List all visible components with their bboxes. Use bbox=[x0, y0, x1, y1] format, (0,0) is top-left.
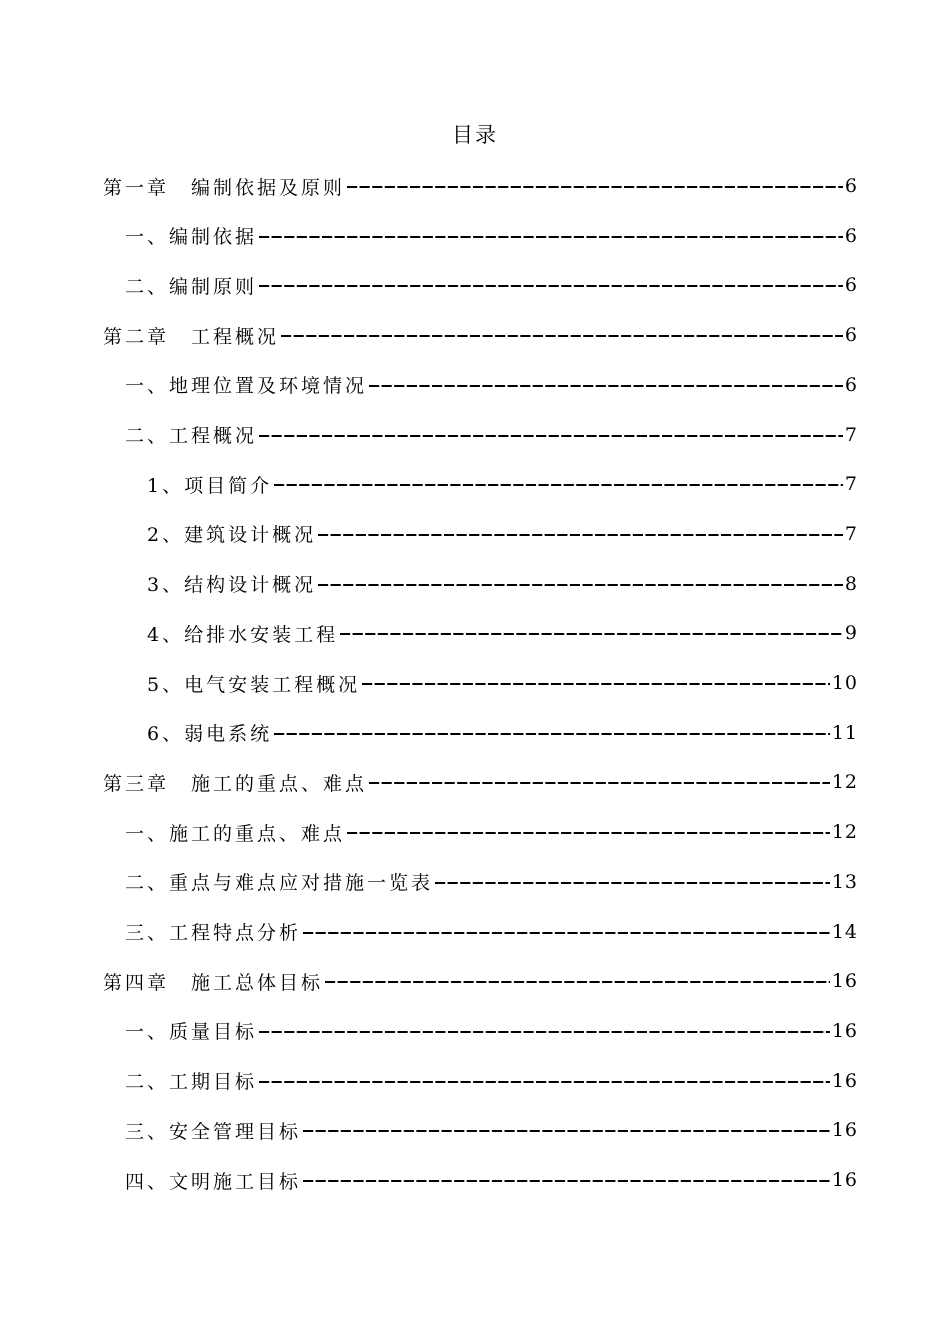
toc-dot-leader bbox=[281, 335, 843, 337]
toc-dot-leader bbox=[259, 1081, 830, 1083]
toc-dot-leader bbox=[274, 484, 843, 486]
toc-dot-leader bbox=[303, 1130, 830, 1132]
toc-entry-label: 二、编制原则 bbox=[125, 275, 258, 298]
toc-entry[interactable] bbox=[125, 866, 858, 898]
toc-entry-label: 一、施工的重点、难点 bbox=[125, 822, 346, 845]
toc-entry-label: 三、安全管理目标 bbox=[125, 1120, 302, 1143]
toc-entry[interactable] bbox=[125, 1015, 858, 1047]
toc-entry-page-number: 12 bbox=[831, 821, 858, 844]
toc-dot-leader bbox=[259, 236, 843, 238]
toc-entry[interactable] bbox=[125, 1065, 858, 1097]
toc-entry-page-number: 7 bbox=[844, 423, 858, 446]
toc-entry-label: 4、给排水安装工程 bbox=[147, 623, 339, 646]
toc-entry-page-number: 13 bbox=[831, 870, 858, 893]
toc-dot-leader bbox=[347, 186, 843, 188]
toc-dot-leader bbox=[435, 882, 830, 884]
toc-entry[interactable] bbox=[125, 1114, 858, 1146]
toc-entry-page-number: 8 bbox=[844, 572, 858, 595]
toc-entry-page-number: 16 bbox=[831, 1119, 858, 1142]
toc-dot-leader bbox=[369, 385, 843, 387]
toc-entry-page-number: 12 bbox=[831, 771, 858, 794]
toc-entry[interactable] bbox=[147, 568, 858, 600]
toc-dot-leader bbox=[259, 435, 843, 437]
toc-entry-page-number: 11 bbox=[831, 721, 858, 744]
toc-dot-leader bbox=[303, 1180, 830, 1182]
toc-entry-label: 二、工期目标 bbox=[125, 1071, 258, 1094]
toc-entry[interactable] bbox=[147, 667, 858, 699]
toc-entry-label: 一、地理位置及环境情况 bbox=[125, 375, 368, 398]
toc-dot-leader bbox=[347, 832, 830, 834]
toc-dot-leader bbox=[303, 932, 830, 934]
toc-entry[interactable] bbox=[147, 617, 858, 649]
toc-entry[interactable] bbox=[125, 369, 858, 401]
toc-entry-page-number: 16 bbox=[831, 1069, 858, 1092]
toc-entry-page-number: 10 bbox=[831, 672, 858, 694]
toc-entry[interactable] bbox=[103, 965, 858, 997]
toc-entry-page-number: 6 bbox=[844, 175, 858, 197]
toc-dot-leader bbox=[259, 285, 843, 287]
toc-entry-label: 2、建筑设计概况 bbox=[147, 524, 317, 547]
toc-entry-page-number: 14 bbox=[831, 920, 858, 943]
toc-entry-label: 三、工程特点分析 bbox=[125, 922, 302, 944]
toc-title: 目录 bbox=[452, 123, 498, 147]
toc-entry-page-number: 16 bbox=[831, 1169, 858, 1191]
toc-entry[interactable] bbox=[125, 916, 858, 948]
toc-entry-page-number: 7 bbox=[844, 473, 858, 496]
toc-entry-label: 5、电气安装工程概况 bbox=[147, 673, 361, 696]
toc-entry[interactable] bbox=[125, 1164, 858, 1196]
toc-entry-page-number: 7 bbox=[844, 522, 858, 545]
toc-dot-leader bbox=[362, 683, 830, 685]
toc-dot-leader bbox=[325, 981, 830, 983]
toc-dot-leader bbox=[318, 534, 843, 536]
toc-entry-label: 四、文明施工目标 bbox=[125, 1170, 302, 1193]
toc-dot-leader bbox=[369, 782, 830, 784]
toc-entry-label: 二、工程概况 bbox=[125, 425, 258, 447]
toc-entry-label: 第三章 施工的重点、难点 bbox=[103, 772, 368, 795]
toc-entry-label: 6、弱电系统 bbox=[147, 723, 273, 746]
toc-entry-label: 一、编制依据 bbox=[125, 226, 258, 249]
toc-entry-label: 3、结构设计概况 bbox=[147, 574, 317, 597]
toc-entry-label: 第一章 编制依据及原则 bbox=[103, 176, 346, 199]
toc-dot-leader bbox=[318, 584, 843, 586]
toc-entry-label: 1、项目简介 bbox=[147, 474, 273, 497]
toc-entry[interactable] bbox=[125, 220, 858, 252]
toc-entry-label: 一、质量目标 bbox=[125, 1021, 258, 1044]
toc-dot-leader bbox=[259, 1031, 830, 1033]
toc-entry[interactable] bbox=[103, 766, 858, 798]
toc-entry[interactable] bbox=[147, 468, 858, 500]
toc-entry-label: 第四章 施工总体目标 bbox=[103, 971, 324, 994]
toc-dot-leader bbox=[340, 633, 843, 635]
toc-entry-page-number: 16 bbox=[831, 970, 858, 993]
toc-entry[interactable] bbox=[103, 319, 858, 351]
toc-entry[interactable] bbox=[147, 717, 858, 749]
toc-entry[interactable] bbox=[125, 269, 858, 301]
toc-entry-label: 二、重点与难点应对措施一览表 bbox=[125, 872, 434, 895]
toc-entry[interactable] bbox=[147, 518, 858, 550]
toc-entry[interactable] bbox=[125, 816, 858, 848]
toc-entry-page-number: 16 bbox=[831, 1019, 858, 1042]
toc-entry-page-number: 6 bbox=[844, 373, 858, 396]
toc-entry[interactable] bbox=[125, 419, 858, 451]
toc-entry-page-number: 9 bbox=[844, 622, 858, 645]
toc-entry-page-number: 6 bbox=[844, 274, 858, 297]
toc-entry-page-number: 6 bbox=[844, 324, 858, 347]
toc-entry[interactable] bbox=[103, 170, 858, 202]
toc-dot-leader bbox=[274, 733, 830, 735]
toc-entry-page-number: 6 bbox=[844, 224, 858, 247]
toc-entry-label: 第二章 工程概况 bbox=[103, 325, 280, 348]
